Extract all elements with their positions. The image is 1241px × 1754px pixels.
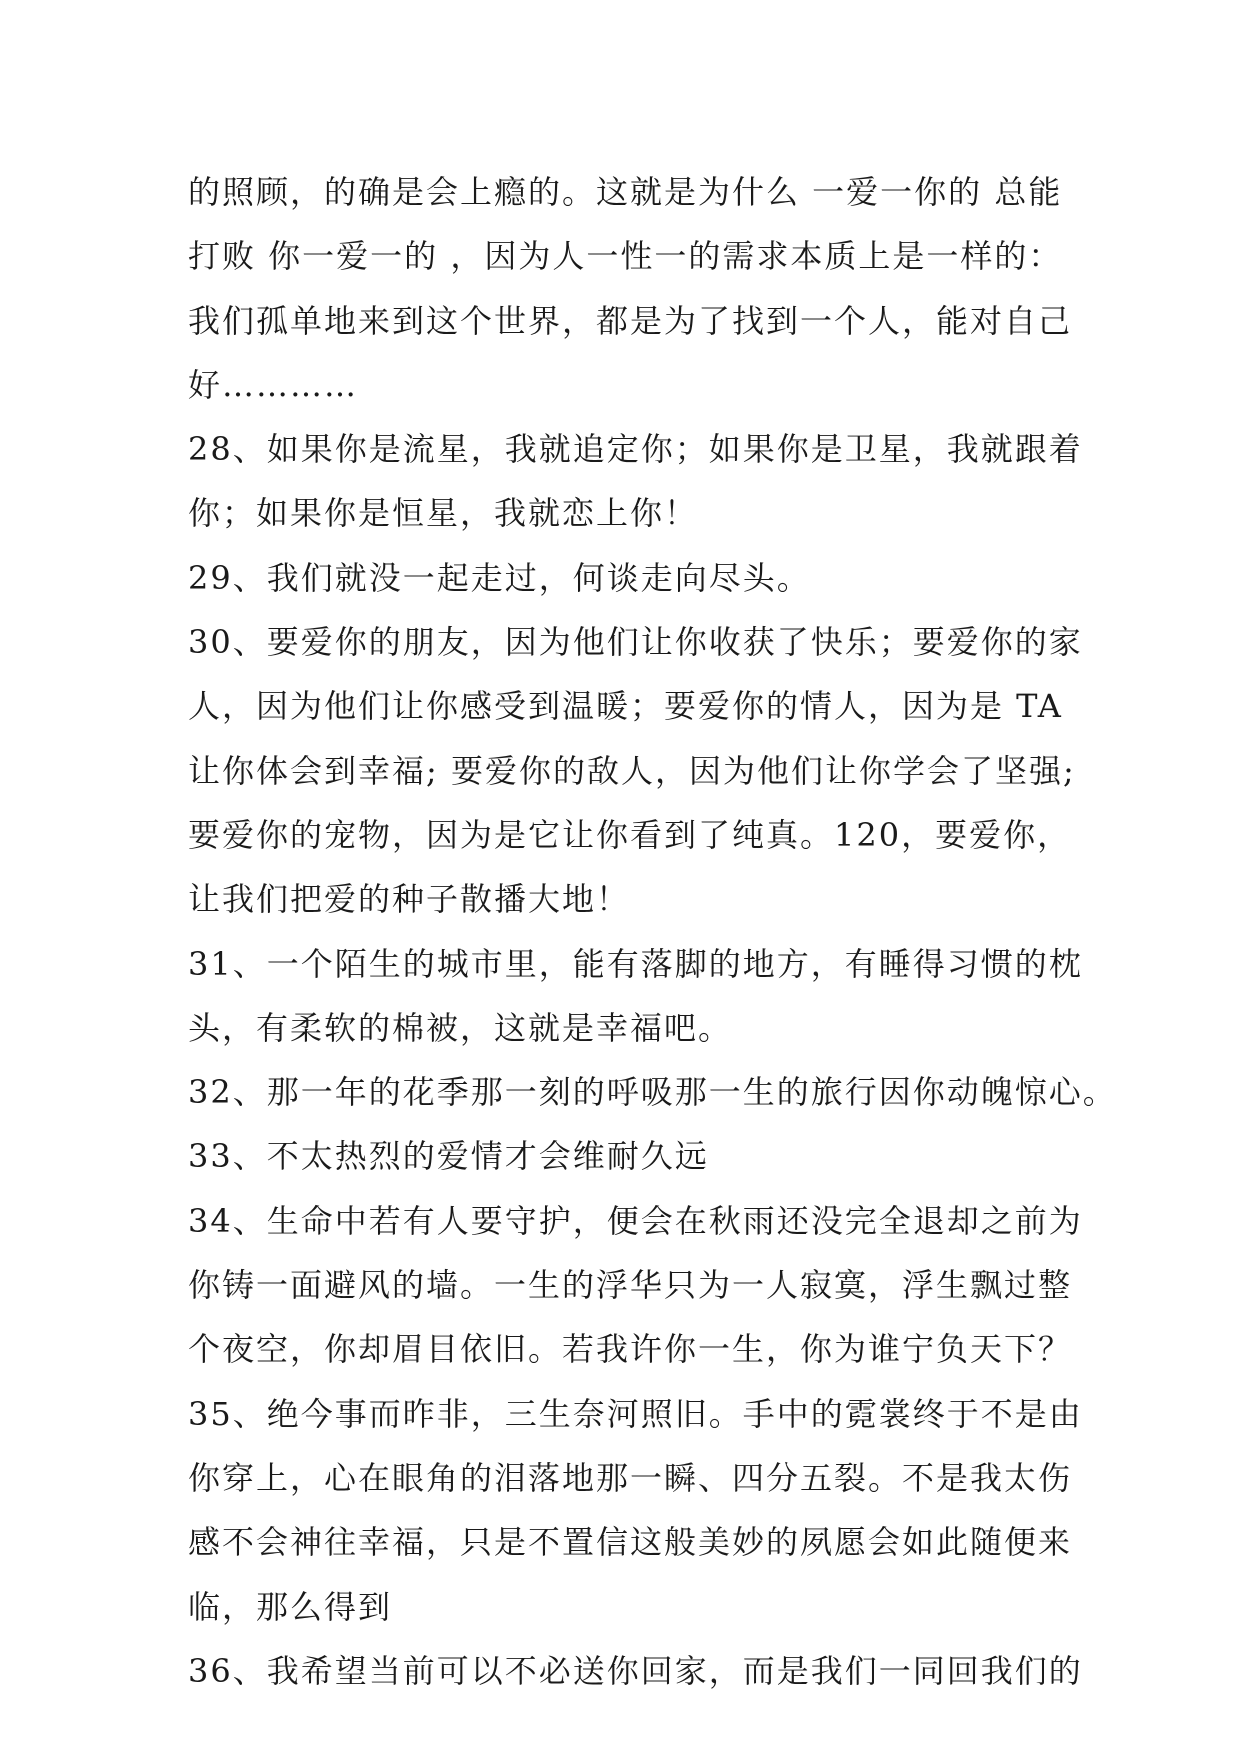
text-line: 36、我希望当前可以不必送你回家，而是我们一同回我们的 [188, 1651, 1083, 1690]
body-text [188, 160, 1117, 1703]
text-line: 34、生命中若有人要守护，便会在秋雨还没完全退却之前为 [188, 1201, 1083, 1240]
text-line: 33、不太热烈的爱情才会维耐久远 [188, 1137, 709, 1176]
text-line: 你；如果你是恒星，我就恋上你！ [188, 494, 699, 533]
text-line: 31、一个陌生的城市里，能有落脚的地方，有睡得习惯的枕 [188, 944, 1083, 983]
text-line: 28、如果你是流星，我就追定你；如果你是卫星，我就跟着 [188, 430, 1083, 469]
text-line: 打败 你一爱一的 ，因为人一性一的需求本质上是一样的： [188, 237, 1063, 276]
text-line: 好………… [188, 365, 359, 404]
text-line: 我们孤单地来到这个世界，都是为了找到一个人，能对自己 [188, 301, 1073, 340]
text-line: 让你体会到幸福; 要爱你的敌人，因为他们让你学会了坚强; [188, 751, 1076, 790]
text-line: 个夜空，你却眉目依旧。若我许你一生，你为谁宁负天下？ [188, 1330, 1073, 1369]
text-line: 临，那么得到 [188, 1587, 393, 1626]
text-line: 你穿上，心在眼角的泪落地那一瞬、四分五裂。不是我太伤 [188, 1458, 1073, 1497]
text-line: 32、那一年的花季那一刻的呼吸那一生的旅行因你动魄惊心。 [188, 1073, 1117, 1112]
text-line: 30、要爱你的朋友，因为他们让你收获了快乐；要爱你的家 [188, 623, 1083, 662]
text-line: 头，有柔软的棉被，这就是幸福吧。 [188, 1008, 733, 1047]
text-line: 的照顾，的确是会上瘾的。这就是为什么 一爱一你的 总能 [188, 173, 1063, 211]
text-line: 感不会神往幸福，只是不置信这般美妙的夙愿会如此随便来 [188, 1523, 1073, 1562]
text-line: 35、绝今事而昨非，三生奈河照旧。手中的霓裳终于不是由 [188, 1394, 1083, 1433]
text-line: 要爱你的宠物，因为是它让你看到了纯真。120，要爱你， [188, 815, 1072, 854]
text-line: 你铸一面避风的墙。一生的浮华只为一人寂寞，浮生飘过整 [188, 1266, 1073, 1305]
text-line: 人，因为他们让你感受到温暖；要爱你的情人，因为是 TA [188, 687, 1063, 726]
text-line: 29、我们就没一起走过，何谈走向尽头。 [188, 558, 811, 597]
text-line: 让我们把爱的种子散播大地！ [188, 880, 631, 919]
